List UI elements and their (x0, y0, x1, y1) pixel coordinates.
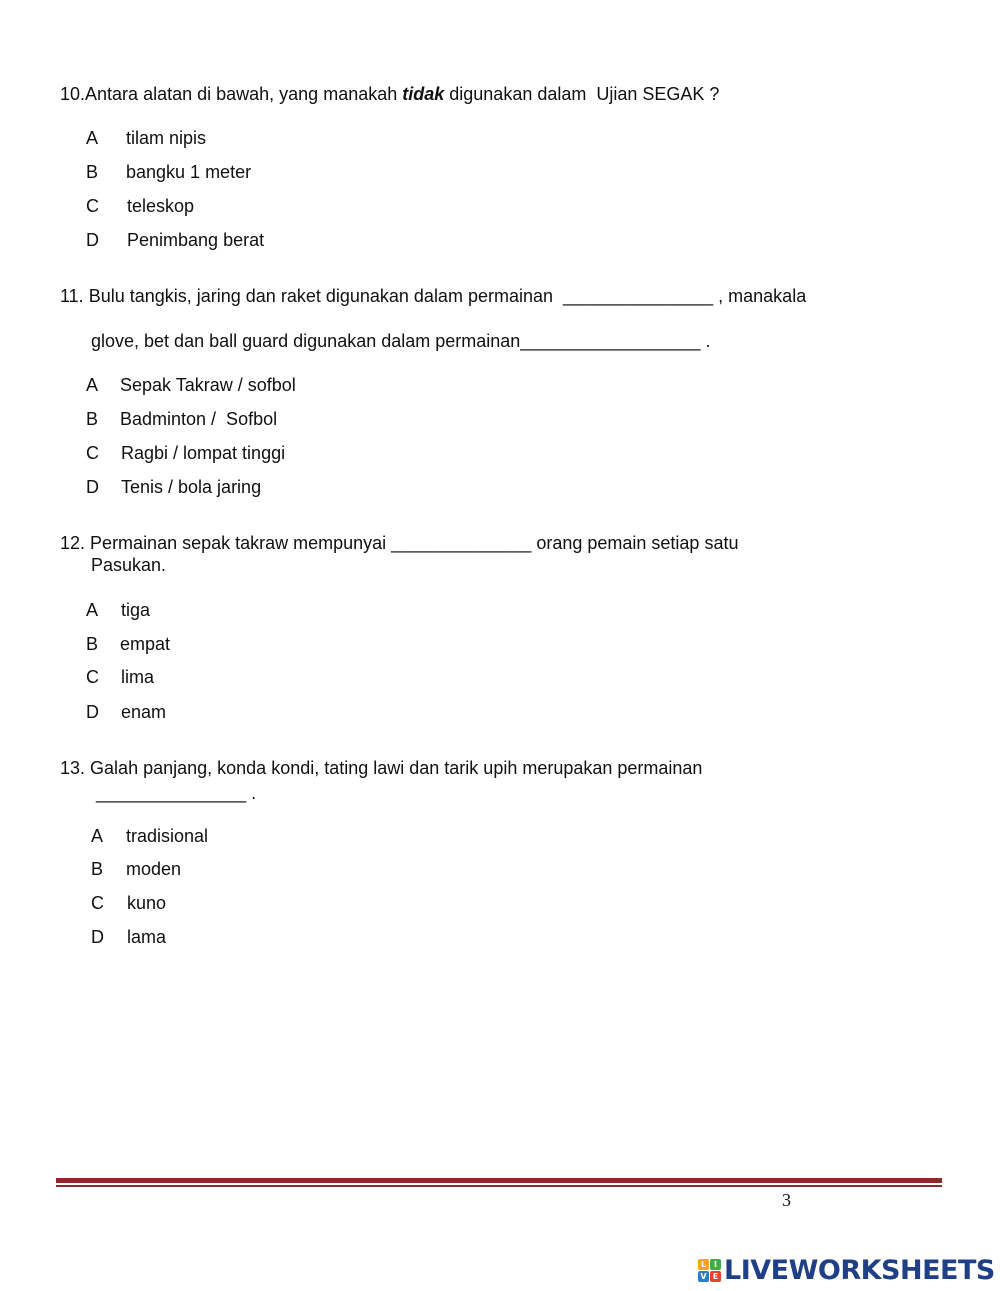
option-letter: C (91, 893, 104, 913)
option-text: bangku 1 meter (126, 162, 252, 182)
option-text: Penimbang berat (127, 230, 265, 250)
option-text: enam (121, 702, 167, 722)
logo-tile: E (710, 1271, 721, 1282)
question-number: 12. (60, 533, 86, 553)
option-letter: D (86, 477, 99, 497)
question-text: Antara alatan di bawah, yang manakah (85, 84, 403, 104)
option-text: tradisional (126, 826, 209, 846)
question-text-line2: glove, bet dan ball guard digunakan dalam permainan__________________ . (91, 331, 711, 351)
option-letter: A (91, 826, 104, 846)
page-number: 3 (782, 1190, 791, 1210)
option-text: Sepak Takraw / sofbol (120, 375, 296, 395)
option-letter: B (86, 162, 99, 182)
question-emphasis: tidak (402, 84, 445, 104)
option-letter: D (86, 702, 99, 722)
logo-tile: V (698, 1271, 709, 1282)
question-12 (60, 532, 738, 554)
question-number: 11. (60, 286, 84, 306)
option-text: lama (127, 927, 167, 947)
question-10 (60, 83, 719, 105)
option-text: tilam nipis (126, 128, 207, 148)
logo-tile: L (698, 1259, 709, 1270)
option-text: Badminton / Sofbol (120, 409, 278, 429)
brand-name: LIVEWORKSHEETS (724, 1254, 995, 1286)
option-letter: C (86, 443, 99, 463)
liveworksheets-logo-icon (698, 1259, 721, 1282)
question-text: digunakan dalam Ujian SEGAK ? (444, 84, 720, 104)
option-text: kuno (127, 893, 167, 913)
option-letter: B (86, 634, 99, 654)
option-text: moden (126, 859, 182, 879)
option-text: lima (121, 667, 155, 687)
option-text: Ragbi / lompat tinggi (121, 443, 286, 463)
footer-rule-thin (56, 1185, 942, 1187)
question-text: Bulu tangkis, jaring dan raket digunakan dalam permainan _______________ , manakala (88, 286, 807, 306)
question-13 (60, 757, 702, 779)
footer-rule (56, 1178, 942, 1183)
question-number: 13. (60, 758, 86, 778)
question-11 (60, 285, 806, 307)
liveworksheets-brand[interactable] (698, 1253, 995, 1287)
option-text: tiga (121, 600, 151, 620)
option-text: teleskop (127, 196, 195, 216)
option-letter: C (86, 667, 99, 687)
option-letter: A (86, 600, 99, 620)
option-text: empat (120, 634, 171, 654)
question-number: 10. (60, 84, 86, 104)
option-letter: C (86, 196, 99, 216)
question-text: Galah panjang, konda kondi, tating lawi dan tarik upih merupakan permainan (90, 758, 703, 778)
option-letter: B (86, 409, 99, 429)
option-letter: D (91, 927, 104, 947)
logo-tile: I (710, 1259, 721, 1270)
question-text-line2: Pasukan. (91, 555, 167, 575)
option-letter: A (86, 128, 99, 148)
option-text: Tenis / bola jaring (121, 477, 262, 497)
option-letter: D (86, 230, 99, 250)
option-letter: B (91, 859, 104, 879)
question-text: Permainan sepak takraw mempunyai ______________ orang pemain setiap satu (90, 533, 739, 553)
question-text-line2: _______________ . (96, 783, 257, 803)
option-letter: A (86, 375, 99, 395)
